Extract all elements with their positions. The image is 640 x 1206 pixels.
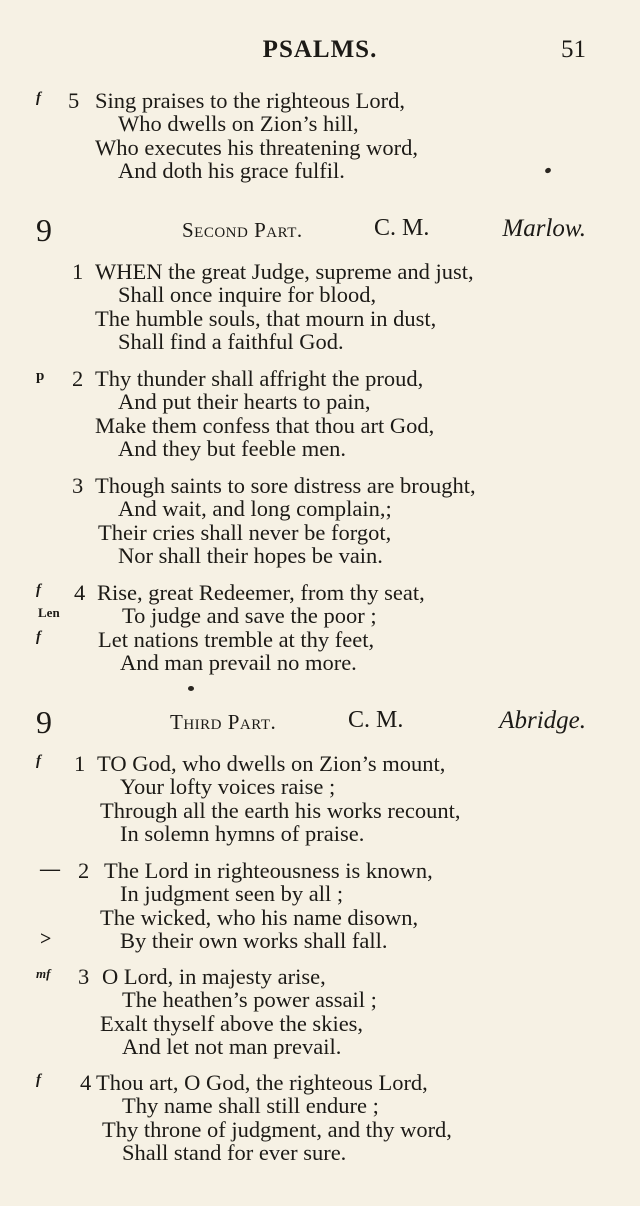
stanza-line bbox=[0, 751, 640, 774]
verse-number: 3 bbox=[78, 964, 90, 989]
hymn-meter: C. M. bbox=[348, 707, 404, 733]
stanza-line bbox=[0, 135, 640, 158]
stanza-line bbox=[0, 520, 640, 543]
verse-line: Sing praises to the righteous Lord, bbox=[95, 88, 405, 113]
verse-number: 1 bbox=[72, 259, 84, 284]
verse-number: 3 bbox=[72, 473, 84, 498]
hymn-number: 9 bbox=[36, 212, 52, 248]
verse-number: 2 bbox=[78, 858, 90, 883]
stanza-continued bbox=[0, 88, 640, 181]
verse-line: And let not man prevail. bbox=[122, 1033, 342, 1059]
running-head bbox=[0, 36, 640, 70]
stanza-line bbox=[0, 329, 640, 352]
verse-line: Though saints to sore distress are brought, bbox=[95, 473, 476, 498]
stanza-line bbox=[0, 821, 640, 844]
verse-line: Shall find a faithful God. bbox=[118, 328, 344, 354]
stanza-line bbox=[0, 798, 640, 821]
verse-line: Through all the earth his works recount, bbox=[100, 797, 461, 823]
stanza-line bbox=[0, 496, 640, 522]
stanza-line bbox=[0, 1117, 640, 1140]
ink-speck bbox=[188, 686, 194, 691]
verse-line: WHEN the great Judge, supreme and just, bbox=[95, 259, 474, 284]
dynamic-mark: — bbox=[40, 858, 60, 880]
stanza-line bbox=[0, 964, 640, 987]
stanza-line bbox=[0, 1011, 640, 1034]
stanza-line bbox=[0, 928, 640, 951]
stanza-line bbox=[0, 1093, 640, 1119]
verse-line: And put their hearts to pain, bbox=[118, 389, 371, 415]
dynamic-mark: > bbox=[40, 927, 52, 950]
dynamic-mark: f bbox=[36, 1072, 41, 1088]
stanza-line bbox=[0, 1140, 640, 1163]
verse-line: Thy name shall still endure ; bbox=[122, 1093, 379, 1119]
stanza-line bbox=[0, 366, 640, 389]
verse-line: The humble souls, that mourn in dust, bbox=[95, 305, 437, 331]
stanza-line bbox=[0, 1034, 640, 1057]
stanza bbox=[0, 751, 640, 844]
tune-name: Marlow. bbox=[502, 215, 586, 242]
stanza bbox=[0, 858, 640, 951]
stanza-line bbox=[0, 774, 640, 800]
stanza-line bbox=[0, 858, 640, 881]
verse-line: To judge and save the poor ; bbox=[122, 603, 377, 629]
verse-line: In solemn hymns of praise. bbox=[120, 820, 365, 846]
stanza-line bbox=[0, 543, 640, 566]
page-number: 51 bbox=[561, 36, 586, 63]
hymn-meter: C. M. bbox=[374, 215, 430, 241]
verse-line: The wicked, who his name disown, bbox=[100, 904, 419, 930]
stanza-line bbox=[0, 111, 640, 137]
stanza bbox=[0, 259, 640, 352]
verse-number: 4 bbox=[80, 1070, 92, 1095]
stanza-line bbox=[0, 282, 640, 308]
stanza-line bbox=[0, 627, 640, 650]
dynamic-mark: mf bbox=[36, 966, 51, 981]
verse-number: 5 bbox=[68, 88, 80, 113]
stanza bbox=[0, 366, 640, 459]
hymn-part: Third Part. bbox=[170, 710, 277, 734]
verse-line: Make them confess that thou art God, bbox=[95, 412, 435, 438]
stanza-line bbox=[0, 580, 640, 603]
stanza bbox=[0, 473, 640, 566]
stanza bbox=[0, 580, 640, 673]
verse-line: Shall once inquire for blood, bbox=[118, 282, 377, 308]
verse-line: Who dwells on Zion’s hill, bbox=[118, 111, 359, 137]
verse-line: And they but feeble men. bbox=[118, 435, 347, 461]
verse-line: By their own works shall fall. bbox=[120, 927, 388, 953]
verse-number: 2 bbox=[72, 366, 84, 391]
dynamic-mark: f bbox=[36, 90, 41, 106]
verse-line: Shall stand for ever sure. bbox=[122, 1139, 347, 1165]
hymn-heading bbox=[0, 704, 640, 740]
verse-line: And doth his grace fulfil. bbox=[118, 157, 345, 183]
stanza-line bbox=[0, 603, 640, 629]
verse-line: In judgment seen by all ; bbox=[120, 881, 344, 907]
dynamic-mark: Len bbox=[38, 605, 60, 621]
stanza-line bbox=[0, 413, 640, 436]
hymn-part: Second Part. bbox=[182, 218, 303, 242]
stanza-line bbox=[0, 905, 640, 928]
hymn-heading bbox=[0, 212, 640, 248]
dynamic-mark: f bbox=[36, 582, 41, 598]
stanza bbox=[0, 1070, 640, 1163]
verse-line: Thou art, O God, the righteous Lord, bbox=[96, 1070, 428, 1095]
stanza-line bbox=[0, 389, 640, 415]
verse-line: The heathen’s power assail ; bbox=[122, 987, 377, 1013]
page-title: PSALMS. bbox=[262, 36, 378, 63]
verse-line: Let nations tremble at thy feet, bbox=[98, 626, 375, 652]
verse-number: 4 bbox=[74, 580, 86, 605]
stanza-line bbox=[0, 473, 640, 496]
verse-line: And man prevail no more. bbox=[120, 649, 357, 675]
stanza-line bbox=[0, 88, 640, 111]
stanza-line bbox=[0, 881, 640, 907]
stanza-line bbox=[0, 436, 640, 459]
verse-line: Thy thunder shall affright the proud, bbox=[95, 366, 424, 391]
stanza-line bbox=[0, 650, 640, 673]
tune-name: Abridge. bbox=[499, 707, 586, 734]
verse-line: TO God, who dwells on Zion’s mount, bbox=[97, 751, 446, 776]
verse-line: Rise, great Redeemer, from thy seat, bbox=[97, 580, 425, 605]
stanza-line bbox=[0, 1070, 640, 1093]
dynamic-mark: p bbox=[36, 368, 45, 384]
verse-line: Who executes his threatening word, bbox=[95, 134, 419, 160]
verse-line: Nor shall their hopes be vain. bbox=[118, 542, 383, 568]
verse-number: 1 bbox=[74, 751, 86, 776]
verse-line: The Lord in righteousness is known, bbox=[104, 858, 433, 883]
verse-line: Their cries shall never be forgot, bbox=[98, 519, 392, 545]
verse-line: And wait, and long complain,; bbox=[118, 496, 392, 522]
stanza-line bbox=[0, 987, 640, 1013]
stanza-line bbox=[0, 259, 640, 282]
verse-line: Thy throne of judgment, and thy word, bbox=[102, 1116, 452, 1142]
dynamic-mark: f bbox=[36, 628, 41, 645]
hymn-number: 9 bbox=[36, 704, 52, 740]
verse-line: Exalt thyself above the skies, bbox=[100, 1010, 364, 1036]
dynamic-mark: f bbox=[36, 753, 41, 769]
verse-line: Your lofty voices raise ; bbox=[120, 774, 336, 800]
stanza bbox=[0, 964, 640, 1057]
verse-line: O Lord, in majesty arise, bbox=[102, 964, 326, 989]
stanza-line bbox=[0, 306, 640, 329]
